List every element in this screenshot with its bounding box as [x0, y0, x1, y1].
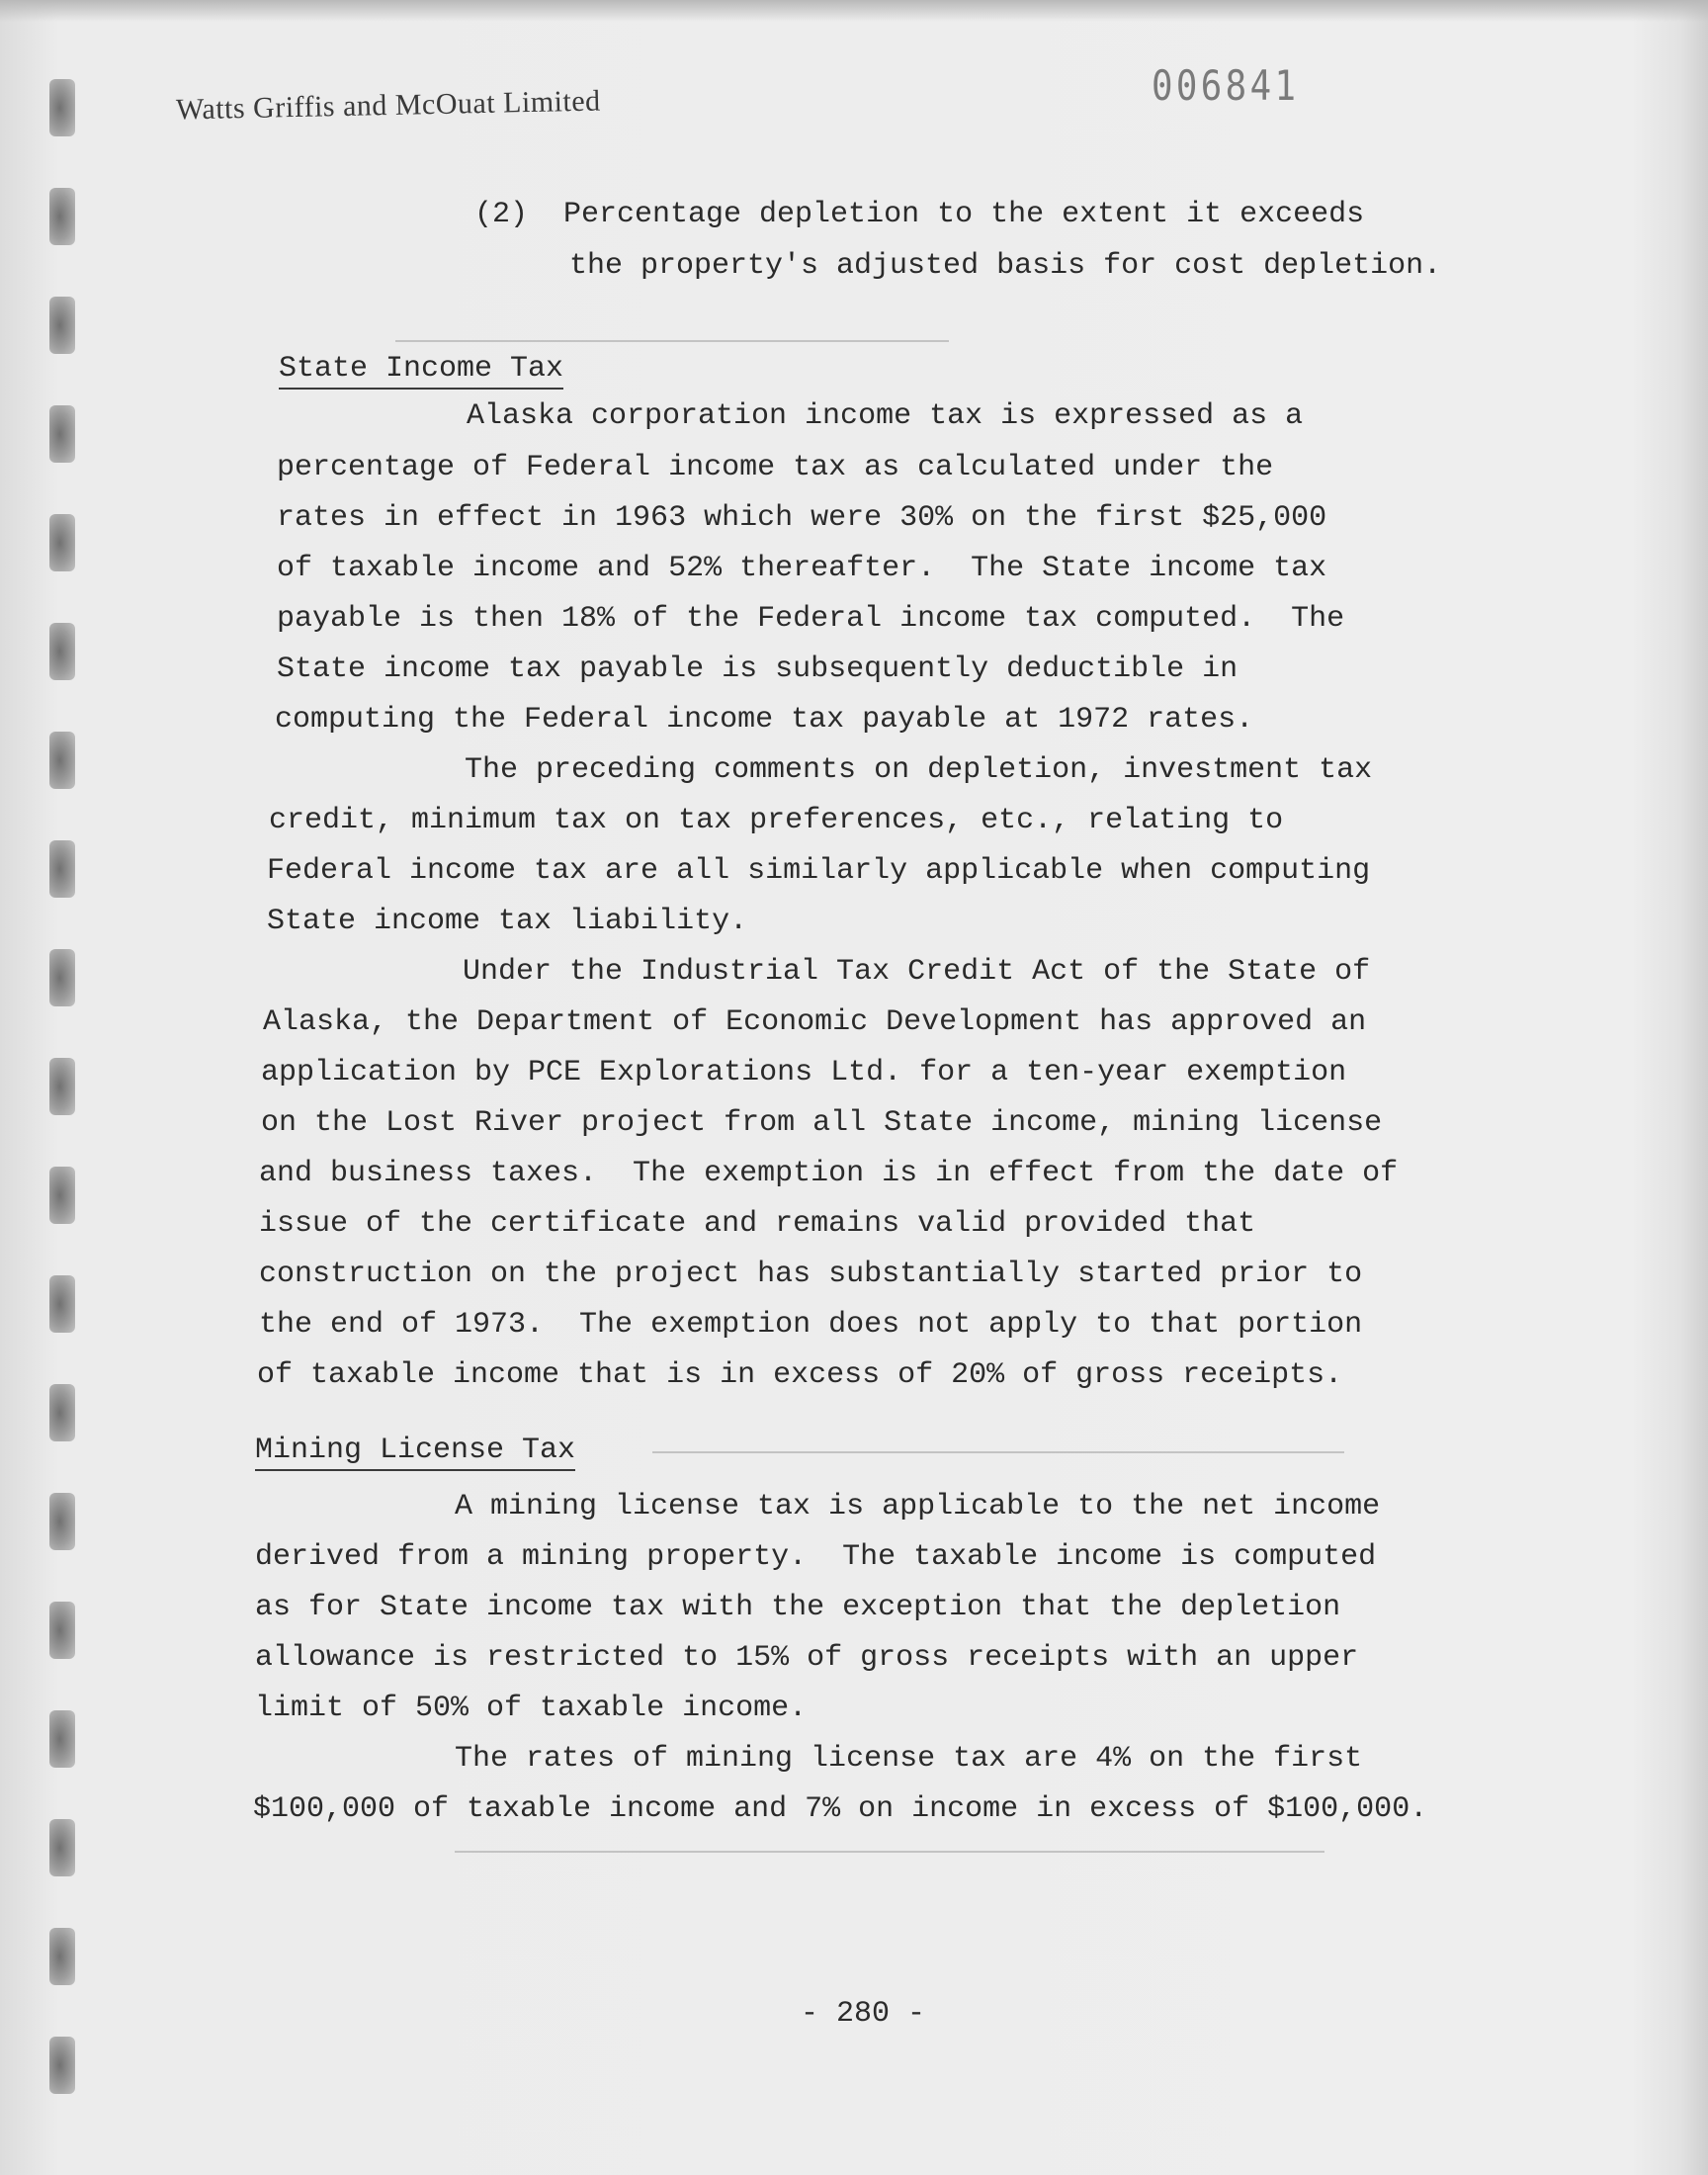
paragraph-line: computing the Federal income tax payable at 1972 rates. — [275, 703, 1254, 737]
paragraph-line: as for State income tax with the exception that the depletion — [255, 1591, 1341, 1624]
paragraph-line: issue of the certificate and remains valid provided that — [259, 1207, 1256, 1241]
paragraph-line: The preceding comments on depletion, investment tax — [465, 753, 1373, 787]
binding-hole — [49, 623, 75, 680]
paragraph-line: percentage of Federal income tax as calculated under the — [277, 451, 1274, 484]
scan-smudge — [455, 1851, 1324, 1853]
paragraph-line: and business taxes. The exemption is in effect from the date of — [259, 1157, 1399, 1190]
binding-hole — [49, 79, 75, 136]
paragraph-line: Federal income tax are all similarly applicable when computing — [267, 854, 1371, 888]
paragraph-line: Alaska corporation income tax is expressed as a — [467, 399, 1304, 433]
paragraph-line: limit of 50% of taxable income. — [255, 1692, 808, 1725]
letterhead: Watts Griffis and McOuat Limited — [175, 84, 601, 127]
paragraph-line: $100,000 of taxable income and 7% on income in excess of $100,000. — [253, 1792, 1428, 1826]
binding-hole — [49, 1928, 75, 1985]
binding-hole — [49, 2037, 75, 2094]
binding-hole — [49, 188, 75, 245]
paragraph-line: of taxable income that is in excess of 20% of gross receipts. — [257, 1358, 1343, 1392]
document-number-stamp: 006841 — [1152, 61, 1300, 110]
paragraph-line: A mining license tax is applicable to the net income — [455, 1490, 1381, 1523]
section-heading-mining-license-tax: Mining License Tax — [255, 1434, 575, 1471]
binding-holes — [40, 69, 99, 2126]
paragraph-line: State income tax liability. — [267, 905, 748, 938]
paragraph-line: of taxable income and 52% thereafter. The State income tax — [277, 552, 1327, 585]
paragraph-line: The rates of mining license tax are 4% on the first — [455, 1742, 1363, 1776]
binding-hole — [49, 297, 75, 354]
paragraph-line: on the Lost River project from all State income, mining license — [261, 1106, 1383, 1140]
paragraph-line: payable is then 18% of the Federal income tax computed. The — [277, 602, 1345, 636]
paragraph-line: the end of 1973. The exemption does not apply to that portion — [259, 1308, 1363, 1342]
paragraph-line: credit, minimum tax on tax preferences, etc., relating to — [269, 804, 1284, 837]
paragraph-line: derived from a mining property. The taxable income is computed — [255, 1540, 1377, 1574]
binding-hole — [49, 840, 75, 898]
binding-hole — [49, 1384, 75, 1441]
scan-edge-shadow — [0, 0, 1708, 22]
paragraph-line: rates in effect in 1963 which were 30% on the first $25,000 — [277, 501, 1327, 535]
section-heading-state-income-tax: State Income Tax — [279, 352, 563, 390]
paragraph-line: application by PCE Explorations Ltd. for a ten-year exemption — [261, 1056, 1347, 1089]
paragraph-line: State income tax payable is subsequently deductible in — [277, 652, 1238, 686]
binding-hole — [49, 732, 75, 789]
paragraph-line: Alaska, the Department of Economic Development has approved an — [263, 1005, 1367, 1039]
intro-line: (2) Percentage depletion to the extent it exceeds — [474, 198, 1365, 231]
binding-hole — [49, 1058, 75, 1115]
intro-line: the property's adjusted basis for cost depletion. — [569, 249, 1442, 283]
binding-hole — [49, 1819, 75, 1876]
binding-hole — [49, 949, 75, 1006]
binding-hole — [49, 1275, 75, 1333]
binding-hole — [49, 405, 75, 463]
binding-hole — [49, 1167, 75, 1224]
paragraph-line: Under the Industrial Tax Credit Act of the State of — [463, 955, 1371, 989]
paragraph-line: construction on the project has substantially started prior to — [259, 1258, 1363, 1291]
binding-hole — [49, 514, 75, 571]
page-number: - 280 - — [801, 1997, 926, 2031]
binding-hole — [49, 1710, 75, 1768]
binding-hole — [49, 1493, 75, 1550]
binding-hole — [49, 1602, 75, 1659]
scan-smudge — [652, 1451, 1344, 1453]
scan-smudge — [395, 340, 949, 342]
paragraph-line: allowance is restricted to 15% of gross receipts with an upper — [255, 1641, 1359, 1675]
